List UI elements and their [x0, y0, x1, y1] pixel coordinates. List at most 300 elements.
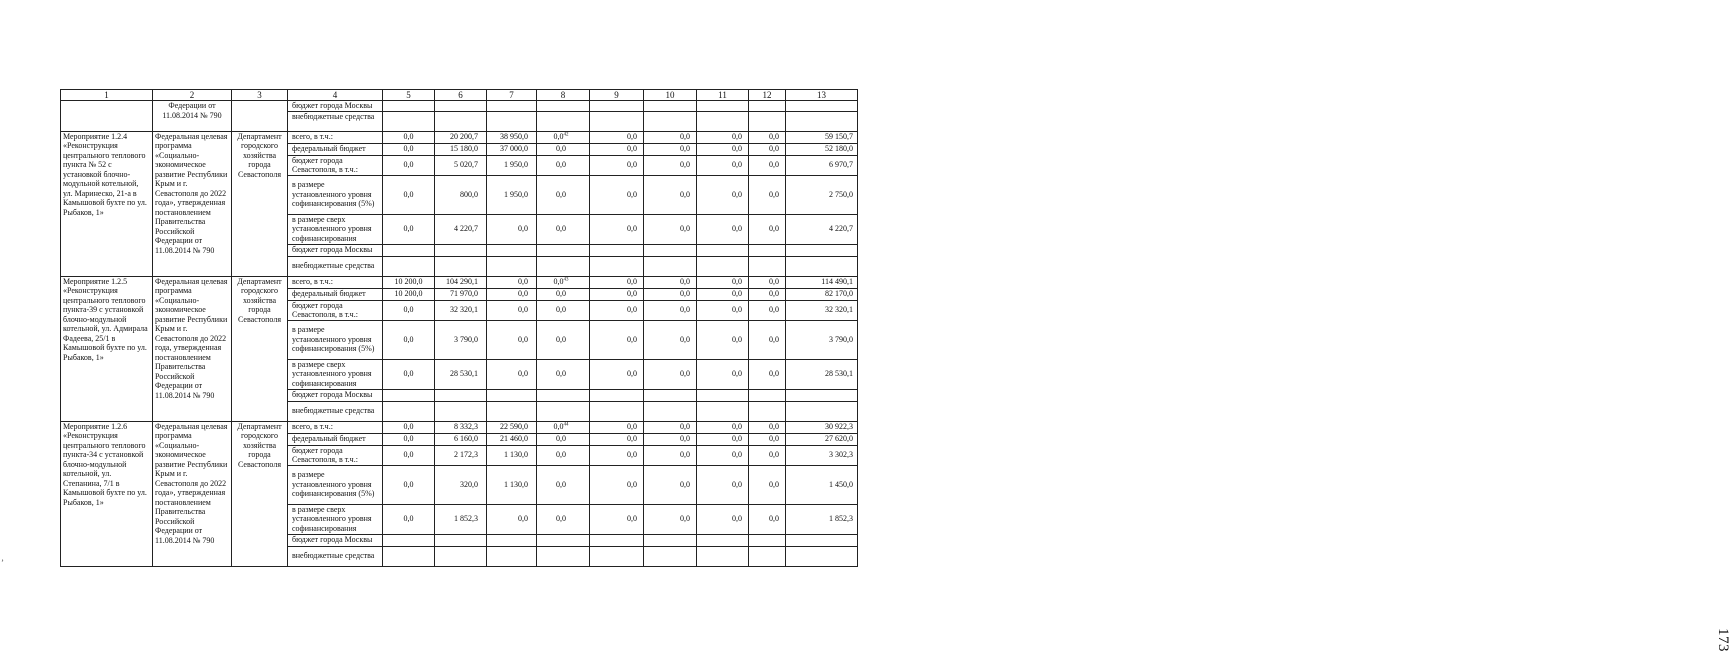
value-cell — [590, 320, 644, 359]
value-cell — [697, 359, 749, 389]
funding-label: федеральный бюджет — [288, 143, 383, 155]
value-text: 0,0 — [553, 422, 564, 432]
value-text: 114 490,1 — [821, 277, 853, 287]
value-cell — [749, 320, 786, 359]
value-cell — [487, 101, 537, 112]
value-text: 0,0 — [518, 514, 528, 524]
value-cell — [590, 244, 644, 256]
value-text: 0,0 — [732, 305, 742, 315]
value-cell — [487, 175, 537, 214]
value-text: 0,0 — [680, 132, 690, 142]
value-cell — [697, 401, 749, 421]
value-cell — [487, 465, 537, 504]
value-text: 0,0 — [769, 450, 779, 460]
value-cell — [590, 214, 644, 244]
column-number: 13 — [786, 90, 858, 101]
value-cell — [383, 465, 435, 504]
value-text: 0,0 — [627, 422, 637, 432]
value-text: 0,0 — [627, 434, 637, 444]
value-cell — [786, 465, 858, 504]
value-cell — [590, 276, 644, 288]
value-cell — [590, 401, 644, 421]
value-cell — [697, 445, 749, 465]
value-text: 1 852,3 — [454, 514, 478, 524]
value-text: 1 950,0 — [504, 160, 528, 170]
value-cell — [487, 504, 537, 534]
value-cell — [487, 111, 537, 131]
value-cell — [435, 111, 487, 131]
value-cell — [590, 504, 644, 534]
value-text: 0,0 — [403, 224, 414, 234]
value-cell — [487, 276, 537, 288]
funding-label: бюджет города Севастополя, в т.ч.: — [288, 445, 383, 465]
value-text: 6 970,7 — [829, 160, 853, 170]
value-cell — [537, 155, 590, 175]
value-cell — [537, 401, 590, 421]
value-text: 0,0 — [732, 277, 742, 287]
funding-label: бюджет города Москвы — [288, 244, 383, 256]
funding-label: бюджет города Севастополя, в т.ч.: — [288, 300, 383, 320]
program-name: Федеральная целевая программа «Социально-экономическое развитие Республики Крым и г. Севастополя до 2022 года», утвержденная постановлением Правительства Российской Федерации от 11.08.2014 № 790 — [153, 131, 232, 276]
program-continuation: Федерации от 11.08.2014 № 790 — [153, 101, 232, 132]
table-row — [61, 101, 858, 112]
value-cell — [435, 288, 487, 300]
value-cell — [749, 300, 786, 320]
value-text: 0,0 — [680, 289, 690, 299]
value-cell — [786, 534, 858, 546]
funding-label: федеральный бюджет — [288, 288, 383, 300]
value-cell — [749, 389, 786, 401]
value-cell — [749, 433, 786, 445]
value-cell — [537, 111, 590, 131]
value-cell — [435, 389, 487, 401]
value-cell — [537, 433, 590, 445]
value-text: 0,0 — [403, 334, 414, 344]
value-cell — [537, 101, 590, 112]
value-text: 0,0 — [403, 434, 414, 444]
value-cell — [590, 101, 644, 112]
value-cell — [749, 256, 786, 276]
measure-name: Мероприятие 1.2.5 «Реконструкция центрального теплового пункта-39 с установкой блочно-модульной котельной, ул. Адмирала Фадеева, 25/1 в Камышовой бухте по ул. Рыбаков, 1» — [61, 276, 153, 421]
value-cell — [590, 546, 644, 566]
value-cell — [435, 504, 487, 534]
value-cell — [786, 131, 858, 143]
value-cell — [537, 175, 590, 214]
value-cell — [644, 288, 697, 300]
value-cell — [697, 101, 749, 112]
value-cell — [435, 214, 487, 244]
value-text: 0,0 — [556, 160, 566, 170]
column-number: 12 — [749, 90, 786, 101]
value-text: 0,0 — [518, 224, 528, 234]
funding-label: в размере установленного уровня софинансирования (5%) — [288, 465, 383, 504]
value-cell — [644, 300, 697, 320]
value-cell — [383, 534, 435, 546]
value-cell — [786, 445, 858, 465]
value-text: 59 150,7 — [825, 132, 853, 142]
value-text: 0,0 — [732, 189, 742, 199]
value-cell — [697, 256, 749, 276]
value-text: 20 200,7 — [450, 132, 478, 142]
funding-label: всего, в т.ч.: — [288, 131, 383, 143]
value-cell — [697, 465, 749, 504]
value-cell — [487, 433, 537, 445]
value-cell — [644, 465, 697, 504]
value-cell — [749, 534, 786, 546]
value-cell — [644, 256, 697, 276]
value-cell — [487, 288, 537, 300]
value-cell — [749, 445, 786, 465]
column-number: 7 — [487, 90, 537, 101]
value-text: 0,0 — [553, 277, 564, 287]
budget-table — [60, 89, 858, 567]
funding-label: внебюджетные средства — [288, 256, 383, 276]
value-text: 0,0 — [556, 450, 566, 460]
value-cell — [435, 359, 487, 389]
value-text: 1 450,0 — [829, 479, 853, 489]
funding-label: всего, в т.ч.: — [288, 421, 383, 433]
value-cell — [590, 433, 644, 445]
value-cell — [786, 504, 858, 534]
value-cell — [749, 214, 786, 244]
value-text: 0,0 — [732, 434, 742, 444]
value-text: 0,0 — [556, 514, 566, 524]
value-cell — [749, 276, 786, 288]
value-text: 0,0 — [518, 289, 528, 299]
value-cell — [749, 465, 786, 504]
value-text: 0,0 — [769, 144, 779, 154]
value-text: 0,0 — [732, 224, 742, 234]
column-number: 4 — [288, 90, 383, 101]
value-cell — [435, 300, 487, 320]
value-cell — [697, 300, 749, 320]
value-text: 0,0 — [556, 369, 566, 379]
value-cell — [644, 175, 697, 214]
value-cell — [383, 111, 435, 131]
value-cell — [786, 244, 858, 256]
value-text: 0,0 — [556, 305, 566, 315]
value-text: 0,0 — [769, 132, 779, 142]
value-cell — [537, 421, 590, 433]
column-number: 1 — [61, 90, 153, 101]
value-text: 0,0 — [556, 189, 566, 199]
value-cell — [435, 155, 487, 175]
value-text: 0,0 — [680, 277, 690, 287]
value-cell — [590, 389, 644, 401]
value-cell — [383, 433, 435, 445]
value-text: 10 200,0 — [394, 277, 423, 287]
value-cell — [383, 155, 435, 175]
value-text: 6 160,0 — [454, 434, 478, 444]
value-cell — [644, 111, 697, 131]
value-cell — [786, 421, 858, 433]
value-text: 0,0 — [556, 144, 566, 154]
funding-label: бюджет города Москвы — [288, 389, 383, 401]
value-text: 0,0 — [680, 305, 690, 315]
value-text: 15 180,0 — [450, 144, 478, 154]
value-cell — [749, 421, 786, 433]
value-text: 0,0 — [732, 450, 742, 460]
value-cell — [697, 111, 749, 131]
column-number: 6 — [435, 90, 487, 101]
value-cell — [537, 359, 590, 389]
value-text: 0,0 — [627, 189, 637, 199]
value-cell — [487, 445, 537, 465]
empty-cell — [232, 101, 288, 132]
value-cell — [383, 445, 435, 465]
value-cell — [644, 546, 697, 566]
value-text: 0,0 — [680, 144, 690, 154]
value-text: 0,0 — [769, 189, 779, 199]
value-cell — [590, 111, 644, 131]
value-text: 0,0 — [732, 160, 742, 170]
value-text: 0,0 — [518, 277, 528, 287]
funding-label: всего, в т.ч.: — [288, 276, 383, 288]
executor-name: Департамент городского хозяйства города Севастополя — [232, 421, 288, 566]
value-cell — [383, 300, 435, 320]
value-cell — [537, 465, 590, 504]
value-cell — [786, 214, 858, 244]
value-cell — [537, 320, 590, 359]
value-text: 0,0 — [627, 369, 637, 379]
value-cell — [590, 534, 644, 546]
table-row — [61, 131, 858, 143]
value-text: 0,0 — [732, 289, 742, 299]
value-cell — [487, 320, 537, 359]
value-cell — [697, 546, 749, 566]
value-text: 0,0 — [556, 434, 566, 444]
value-cell — [383, 244, 435, 256]
value-cell — [383, 359, 435, 389]
value-text: 0,0 — [769, 334, 779, 344]
value-text: 0,0 — [680, 189, 690, 199]
value-text: 0,0 — [627, 277, 637, 287]
value-cell — [435, 244, 487, 256]
value-text: 0,0 — [769, 514, 779, 524]
value-text: 0,0 — [769, 434, 779, 444]
value-cell — [786, 546, 858, 566]
value-cell — [537, 445, 590, 465]
value-cell — [383, 288, 435, 300]
executor-name: Департамент городского хозяйства города Севастополя — [232, 131, 288, 276]
funding-label: бюджет города Севастополя, в т.ч.: — [288, 155, 383, 175]
value-cell — [487, 131, 537, 143]
value-cell — [644, 445, 697, 465]
value-cell — [383, 214, 435, 244]
value-text: 22 590,0 — [500, 422, 528, 432]
value-cell — [435, 433, 487, 445]
column-number: 5 — [383, 90, 435, 101]
value-cell — [487, 546, 537, 566]
value-cell — [644, 433, 697, 445]
value-cell — [590, 175, 644, 214]
value-cell — [749, 401, 786, 421]
value-text: 0,0 — [627, 479, 637, 489]
column-number: 3 — [232, 90, 288, 101]
value-text: 82 170,0 — [825, 289, 853, 299]
value-cell — [435, 401, 487, 421]
value-cell — [590, 359, 644, 389]
value-text: 0,0 — [627, 144, 637, 154]
value-text: 28 530,1 — [450, 369, 478, 379]
value-cell — [697, 389, 749, 401]
column-number: 2 — [153, 90, 232, 101]
program-name: Федеральная целевая программа «Социально-экономическое развитие Республики Крым и г. Севастополя до 2022 года, утвержденная постановлением Правительства Российской Федерации от 11.08.2014 № 790 — [153, 276, 232, 421]
value-cell — [644, 504, 697, 534]
value-text: 0,0 — [680, 450, 690, 460]
value-text: 0,0 — [556, 334, 566, 344]
value-text: 0,0 — [769, 289, 779, 299]
value-cell — [383, 256, 435, 276]
value-text: 0,0 — [627, 160, 637, 170]
value-text: 0,0 — [680, 369, 690, 379]
value-text: 30 922,3 — [825, 422, 853, 432]
value-text: 0,0 — [403, 144, 414, 154]
value-text: 0,0 — [769, 479, 779, 489]
funding-label: в размере сверх установленного уровня софинансирования — [288, 359, 383, 389]
value-cell — [644, 359, 697, 389]
value-cell — [697, 504, 749, 534]
value-cell — [786, 300, 858, 320]
value-cell — [537, 214, 590, 244]
value-cell — [697, 276, 749, 288]
value-cell — [487, 256, 537, 276]
value-cell — [644, 276, 697, 288]
value-cell — [786, 155, 858, 175]
value-cell — [537, 300, 590, 320]
value-text: 2 172,3 — [454, 450, 478, 460]
value-cell — [537, 546, 590, 566]
value-cell — [786, 111, 858, 131]
value-cell — [749, 546, 786, 566]
value-cell — [786, 433, 858, 445]
value-cell — [435, 421, 487, 433]
value-text: 0,0 — [627, 289, 637, 299]
value-cell — [786, 389, 858, 401]
value-cell — [383, 546, 435, 566]
value-text: 0,0 — [732, 334, 742, 344]
value-cell — [383, 389, 435, 401]
value-cell — [644, 401, 697, 421]
footnote-mark: 44 — [563, 422, 569, 428]
value-cell — [644, 320, 697, 359]
value-cell — [644, 421, 697, 433]
value-cell — [590, 300, 644, 320]
value-text: 0,0 — [556, 224, 566, 234]
value-text: 0,0 — [627, 450, 637, 460]
value-cell — [644, 131, 697, 143]
value-cell — [786, 101, 858, 112]
value-cell — [786, 401, 858, 421]
value-text: 0,0 — [680, 514, 690, 524]
value-text: 0,0 — [553, 132, 564, 142]
value-text: 5 020,7 — [454, 160, 478, 170]
value-cell — [644, 244, 697, 256]
value-cell — [435, 276, 487, 288]
margin-mark: ʼ — [1, 558, 4, 568]
value-cell — [590, 445, 644, 465]
value-cell — [786, 143, 858, 155]
value-cell — [697, 421, 749, 433]
value-cell — [537, 256, 590, 276]
value-cell — [644, 143, 697, 155]
value-text: 0,0 — [403, 514, 414, 524]
footnote-mark: 42 — [563, 132, 569, 138]
value-text: 71 970,0 — [450, 289, 478, 299]
value-cell — [537, 389, 590, 401]
value-text: 2 750,0 — [829, 189, 853, 199]
value-text: 0,0 — [680, 224, 690, 234]
value-text: 0,0 — [627, 514, 637, 524]
value-text: 1 130,0 — [504, 450, 528, 460]
value-cell — [383, 175, 435, 214]
measure-name: Мероприятие 1.2.6 «Реконструкция центрального теплового пункта-34 с установкой блочно-модульной котельной, ул. Степанина, 7/1 в Камышовой бухте по ул. Рыбаков, 1» — [61, 421, 153, 566]
value-text: 27 620,0 — [825, 434, 853, 444]
value-cell — [749, 359, 786, 389]
value-text: 10 200,0 — [394, 289, 423, 299]
value-cell — [435, 546, 487, 566]
value-cell — [435, 101, 487, 112]
funding-label: внебюджетные средства — [288, 546, 383, 566]
value-text: 4 220,7 — [829, 224, 853, 234]
value-text: 32 320,1 — [450, 305, 478, 315]
value-text: 0,0 — [769, 160, 779, 170]
value-cell — [487, 534, 537, 546]
page-number — [862, 306, 1731, 652]
value-cell — [697, 131, 749, 143]
value-text: 8 332,3 — [454, 422, 478, 432]
footnote-mark: 43 — [563, 277, 569, 283]
value-cell — [383, 143, 435, 155]
value-cell — [487, 389, 537, 401]
value-cell — [749, 175, 786, 214]
value-text: 0,0 — [627, 334, 637, 344]
value-cell — [697, 288, 749, 300]
value-cell — [537, 143, 590, 155]
value-text: 3 790,0 — [829, 334, 853, 344]
value-cell — [644, 534, 697, 546]
value-cell — [749, 155, 786, 175]
funding-label: внебюджетные средства — [288, 111, 383, 131]
value-cell — [383, 131, 435, 143]
value-text: 0,0 — [680, 434, 690, 444]
value-cell — [786, 359, 858, 389]
value-cell — [435, 143, 487, 155]
program-name: Федеральная целевая программа «Социально-экономическое развитие Республики Крым и г. Севастополя до 2022 года», утвержденная постановлением Правительства Российской Федерации от 11.08.2014 № 790 — [153, 421, 232, 566]
value-text: 1 950,0 — [504, 189, 528, 199]
value-cell — [383, 101, 435, 112]
value-text: 800,0 — [460, 189, 478, 199]
value-cell — [644, 389, 697, 401]
value-cell — [435, 534, 487, 546]
value-cell — [383, 421, 435, 433]
value-text: 0,0 — [403, 189, 414, 199]
value-text: 0,0 — [732, 479, 742, 489]
value-cell — [383, 401, 435, 421]
funding-label: в размере установленного уровня софинансирования (5%) — [288, 175, 383, 214]
value-cell — [786, 276, 858, 288]
value-text: 0,0 — [403, 160, 414, 170]
value-text: 21 460,0 — [500, 434, 528, 444]
value-cell — [487, 155, 537, 175]
funding-label: внебюджетные средства — [288, 401, 383, 421]
value-cell — [383, 504, 435, 534]
value-text: 0,0 — [518, 305, 528, 315]
value-cell — [786, 175, 858, 214]
value-cell — [487, 244, 537, 256]
value-cell — [435, 445, 487, 465]
executor-name: Департамент городского хозяйства города Севастополя — [232, 276, 288, 421]
